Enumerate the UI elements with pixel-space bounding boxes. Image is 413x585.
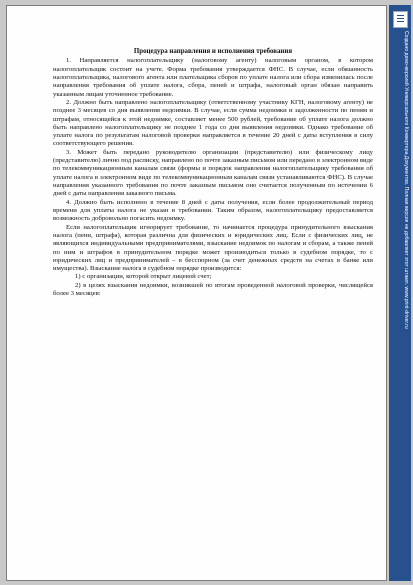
list-item: 2) в целях взыскания недоимки, возникшей по итогам проведенной налоговой проверки, числящейся более 3 месяцев:: [53, 281, 373, 298]
watermark-text: Создано демо-версией Универсального Конвертера Документов. Полная версия не добавляет этот штамп. www.print-driver.ru: [403, 31, 409, 329]
paragraph: 4. Должно быть исполнено в течение 8 дней с даты получения, если более продолжительный период времени для уплаты налога не указан в требовании. Таким образом, налогоплательщику предоставляется возможность добровольно погасить недоимку.: [53, 198, 373, 223]
paragraph: Если налогоплательщик игнорирует требование, то начинается процедура принудительного взыскания налога (пени, штрафа), которая различна для физических и юридических лиц. Если с физических лиц, не являющихся индивидуальными предпринимателями, взыскание недоимок по налогам и сборам, а также пеней по ним и штрафов в принудительном порядке может производиться только в судебном порядке, то с юридических лиц и предпринимателей – в бесспорном (за счет денежных средств на счетах в банке или имущества). Взыскание налога в судебном порядке производится:: [53, 223, 373, 273]
paragraph: 1. Направляется налогоплательщику (налоговому агенту) налоговым органом, в котором налогоплательщик состоит на учете. Форма требования утверждается ФНС. В случае, если обязанность налогоплательщика, налогового агента или плательщика сборов по уплате налога или сбора изменилась после направления требования об уплате налога, сбора, пеней и штрафа, налоговый орган обязан направить указанным лицам уточненное требование.: [53, 57, 373, 98]
paragraph: 2. Должно быть направлено налогоплательщику (ответственному участнику КГН, налоговому агенту) не позднее 3 месяцев со дня выявления недоимки. В случае, если сумма недоимки и задолженности по пеням и штрафам, относящейся к этой недоимке, составляет менее 500 рублей, требование об уплате налога должно быть направлено налогоплательщику не позднее 1 года со дня выявления недоимки. Однако требование об уплате налога по результатам налоговой проверки направляется в течение 20 дней с даты вступления в силу соответствующего решения.: [53, 98, 373, 148]
list-item: 1) с организации, которой открыт лицевой счет;: [75, 273, 212, 281]
paragraph: 3. Может быть передано руководителю организации (представителю) или физическому лицу (представителю) лично под расписку, направлено по почте заказным письмом или передано в электронном виде по телекоммуникационным каналам связи (формы и порядок направления налогоплательщику требования об уплате налога в электронном виде по телекоммуникационным каналам связи устанавливаются ФНС). В случае направления указанного требования по почте заказным письмом оно считается полученным по истечении 6 дней с даты направления заказного письма.: [53, 148, 373, 198]
document-title: Процедура направления и исполнения требования: [133, 48, 293, 55]
document-page: [6, 5, 387, 581]
document-content: [53, 48, 373, 298]
watermark-sidebar: [389, 5, 411, 581]
document-icon: [393, 11, 408, 28]
